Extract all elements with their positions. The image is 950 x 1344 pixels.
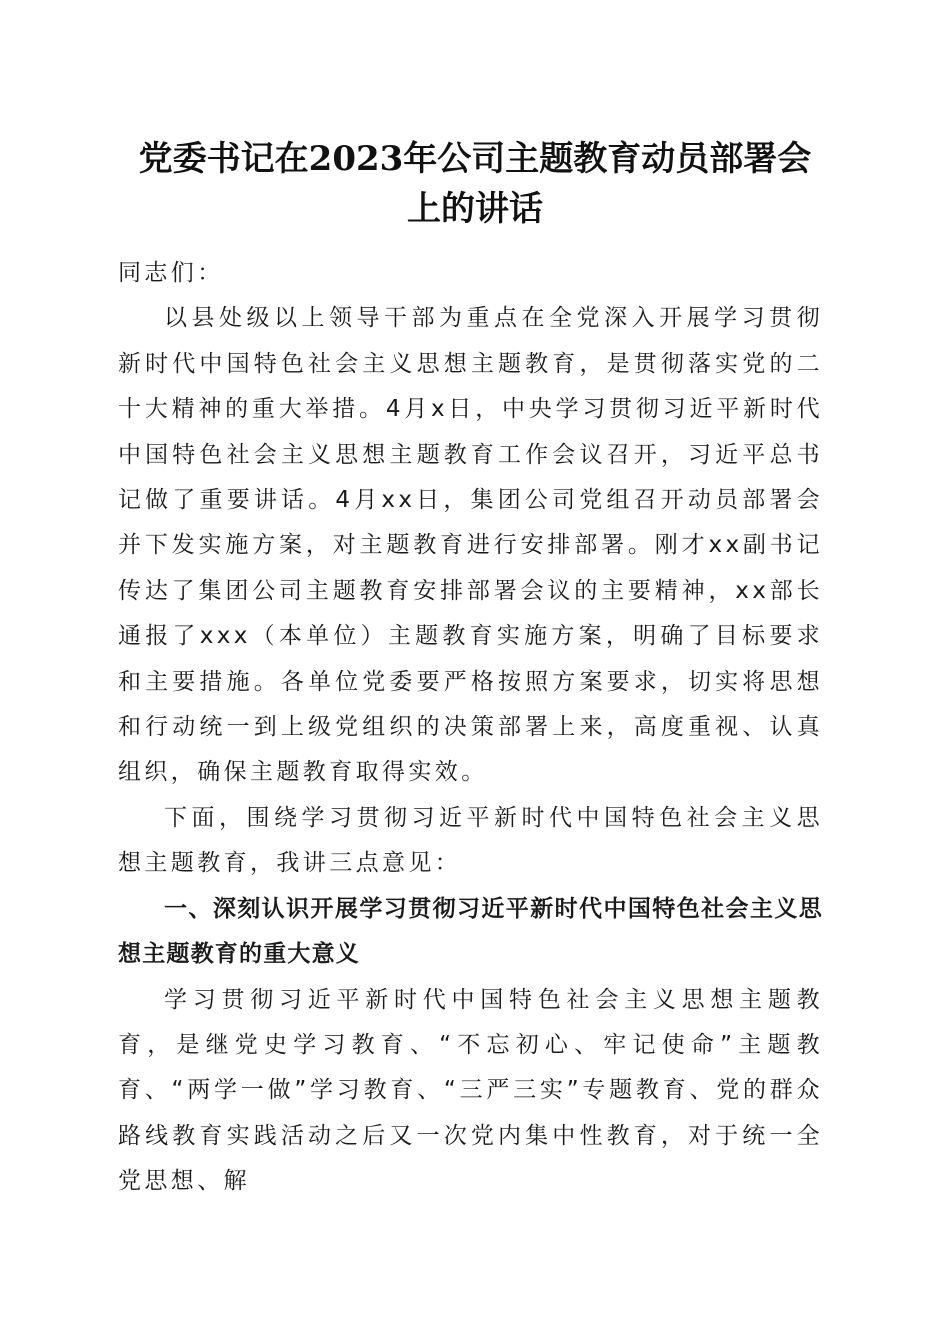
salutation: 同志们： (118, 260, 224, 286)
paragraph-3: 学习贯彻习近平新时代中国特色社会主义思想主题教育，是继党史学习教育、“不忘初心、牢记使命”主题教育、“两学一做”学习教育、“三严三实”专题教育、党的群众路线教育实践活动之后又一次党内集中性教育，对于统一全党思想、解 (118, 986, 823, 1195)
document-title (110, 134, 840, 234)
title-line-2: 上的讲话 (407, 189, 543, 229)
paragraph-2: 下面，围绕学习贯彻习近平新时代中国特色社会主义思想主题教育，我讲三点意见： (118, 804, 823, 877)
section-1-heading: 一、深刻认识开展学习贯彻习近平新时代中国特色社会主义思想主题教育的重大意义 (118, 895, 823, 968)
paragraph-1: 以县处级以上领导干部为重点在全党深入开展学习贯彻新时代中国特色社会主义思想主题教育，是贯彻落实党的二十大精神的重大举措。4月x日，中央学习贯彻习近平新时代中国特色社会主义思想主题教育工作会议召开，习近平总书记做了重要讲话。4月xx日，集团公司党组召开动员部署会并下发实施方案，对主题教育进行安排部署。刚才xx副书记传达了集团公司主题教育安排部署会议的主要精神，xx部长通报了xxx（本单位）主题教育实施方案，明确了目标要求和主要措施。各单位党委要严格按照方案要求，切实将思想和行动统一到上级党组织的决策部署上来，高度重视、认真组织，确保主题教育取得实效。 (118, 305, 823, 786)
title-line-1: 党委书记在2023年公司主题教育动员部署会 (138, 139, 812, 179)
document-body (118, 251, 823, 1205)
